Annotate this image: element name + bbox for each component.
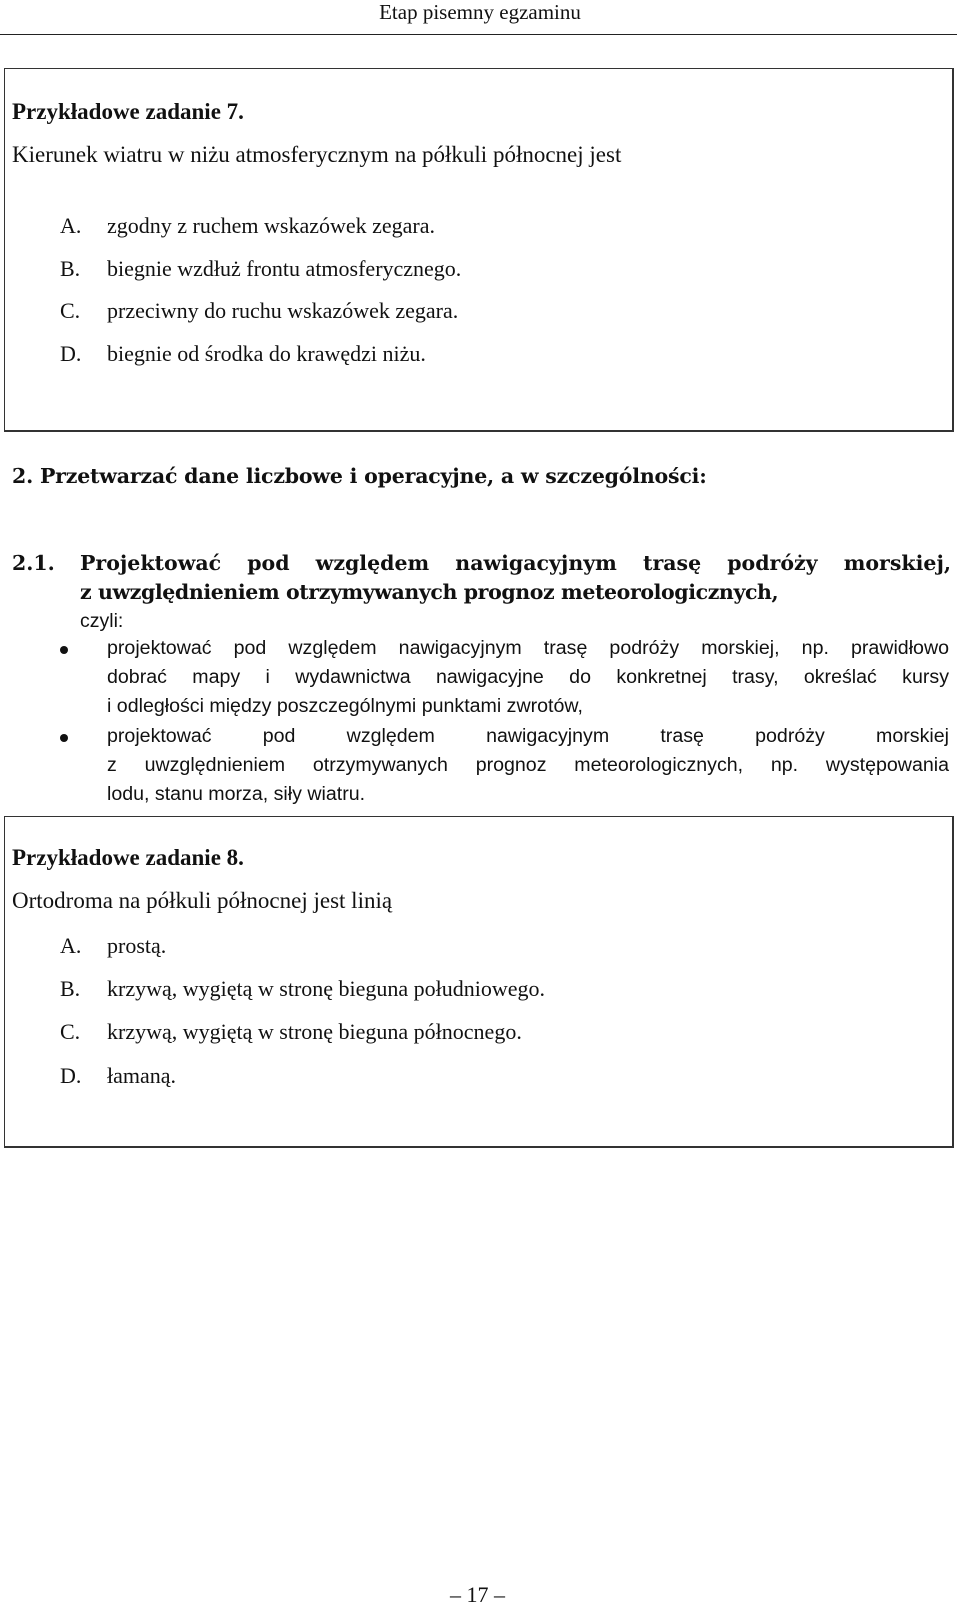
task-7-option-text: zgodny z ruchem wskazówek zegara. — [107, 213, 436, 238]
bullet-line: dobrać mapy i wydawnictwa nawigacyjne do konkretnej trasy, określać kursy — [107, 666, 949, 689]
task-7-option-letter: A. — [60, 213, 82, 238]
task-7-option-letter: C. — [60, 298, 81, 323]
subsection-heading-line-1: Projektować pod względem nawigacyjnym trasę podróży morskiej, — [80, 551, 951, 575]
task-8-option-letter: B. — [60, 976, 81, 1001]
bullet-line: lodu, stanu morza, siły wiatru. — [107, 783, 366, 806]
section-2-title: 2. Przetwarzać dane liczbowe i operacyjne, a w szczególności: — [12, 464, 707, 488]
bullet-line: projektować pod względem nawigacyjnym trasę podróży morskiej — [107, 725, 949, 747]
task-8-option-text: prostą. — [107, 933, 167, 958]
bullet-icon — [60, 734, 68, 742]
task-8-option-text: krzywą, wygiętą w stronę bieguna południowego. — [107, 976, 546, 1001]
subsection-heading-line-2: z uwzględnieniem otrzymywanych prognoz meteorologicznych, — [80, 580, 779, 604]
subsection-intro: czyli: — [80, 610, 124, 632]
task-8-option-letter: D. — [60, 1063, 82, 1088]
task-7-question: Kierunek wiatru w niżu atmosferycznym na półkuli północnej jest — [12, 142, 622, 167]
task-8-title: Przykładowe zadanie 8. — [12, 845, 244, 870]
task-8-option-text: krzywą, wygiętą w stronę bieguna północnego. — [107, 1019, 522, 1044]
task-7-option-letter: B. — [60, 256, 81, 281]
task-8-option-text: łamaną. — [107, 1063, 177, 1088]
bullet-item-2 — [107, 722, 949, 810]
page-number: – 17 – — [450, 1582, 505, 1607]
bullet-icon — [60, 646, 68, 654]
task-8-option-letter: A. — [60, 933, 82, 958]
bullet-line: projektować pod względem nawigacyjnym trasę podróży morskiej, np. prawidłowo — [107, 637, 949, 659]
task-8-question: Ortodroma na półkuli północnej jest linią — [12, 888, 393, 913]
bullet-line: z uwzględnieniem otrzymywanych prognoz meteorologicznych, np. występowania — [107, 754, 949, 777]
task-7-title: Przykładowe zadanie 7. — [12, 99, 244, 124]
bullet-item-1 — [107, 634, 949, 722]
header-divider — [0, 34, 957, 35]
subsection-number: 2.1. — [12, 551, 55, 575]
running-header: Etap pisemny egzaminu — [379, 0, 581, 24]
task-7-option-letter: D. — [60, 341, 82, 366]
task-7-option-text: biegnie wzdłuż frontu atmosferycznego. — [107, 256, 462, 281]
task-8-option-letter: C. — [60, 1019, 81, 1044]
bullet-line: i odległości między poszczególnymi punktami zwrotów, — [107, 695, 583, 718]
task-7-option-text: przeciwny do ruchu wskazówek zegara. — [107, 298, 459, 323]
task-7-option-text: biegnie od środka do krawędzi niżu. — [107, 341, 426, 366]
